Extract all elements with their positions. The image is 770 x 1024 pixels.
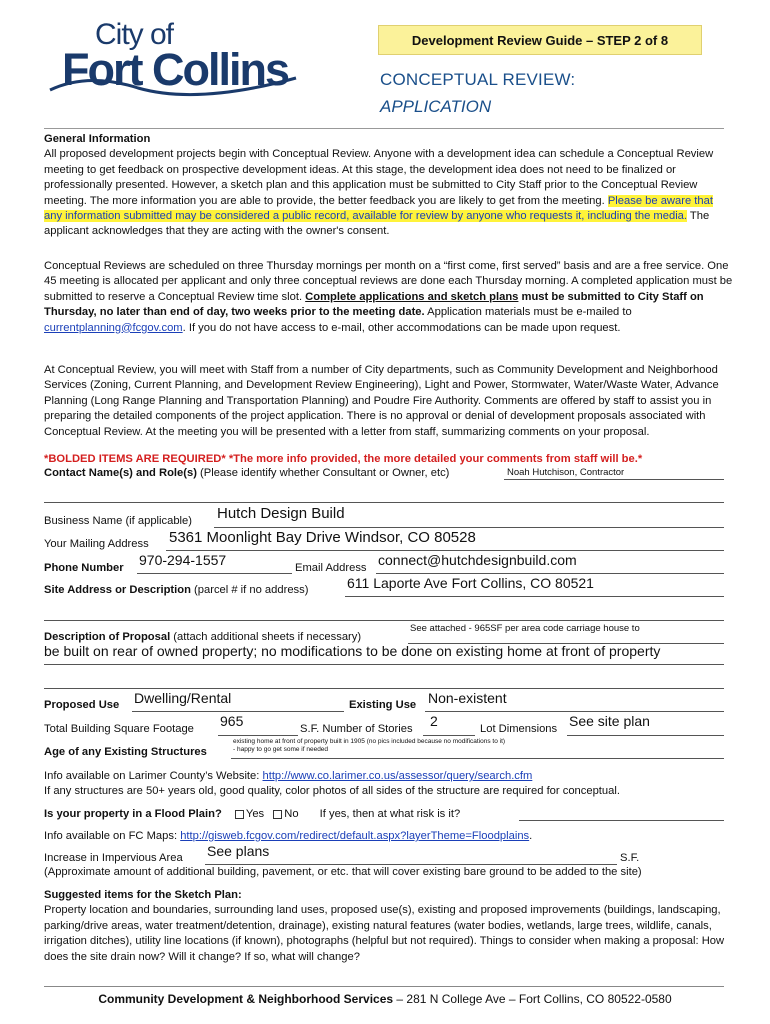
age-label: Age of any Existing Structures: [44, 746, 207, 758]
contact-line-2: [44, 502, 724, 503]
description-line-3: [44, 688, 724, 689]
site-line-2: [44, 620, 724, 621]
public-record-notice: Please be aware that any information submitted may be considered a public record, available for review by anyone who requests it, including the media.: [44, 194, 713, 223]
header-divider: [44, 128, 724, 129]
general-info-section: [44, 132, 734, 240]
proposed-use-field[interactable]: Dwelling/Rental: [134, 690, 232, 706]
sketch-heading: Suggested items for the Sketch Plan:: [44, 889, 242, 901]
age-field[interactable]: existing home at front of property built in 1905 (no pics included because no modifications to it): [233, 738, 506, 745]
contact-label-text: Contact Name(s) and Role(s): [44, 467, 197, 479]
sketch-text: Property location and boundaries, surrounding land uses, proposed use(s), existing and proposed improvements (buildings, landscaping, parking/drive areas, water treatment/detention, drainage), existing natural features (water bodies, wetlands, large trees, wildlife, canals, irrigation ditches), utility line locations (if known), photographs (helpful but not required). Things to consider when making a proposal: How does the site drain now? Will it change? If so, what will change?: [44, 904, 725, 963]
square-footage-label: Total Building Square Footage: [44, 723, 194, 735]
proposed-use-line: [132, 711, 344, 712]
footer: [0, 992, 770, 1006]
consent-text: The applicant acknowledges that they are acting with the owner's consent.: [44, 210, 710, 238]
site-field[interactable]: 611 Laporte Ave Fort Collins, CO 80521: [347, 575, 594, 591]
flood-plain-row: [44, 808, 460, 820]
business-field[interactable]: Hutch Design Build: [217, 505, 345, 522]
impervious-note: (Approximate amount of additional building, pavement, or etc. that will cover existing bare ground to be added to the site): [44, 866, 642, 878]
flood-yes-label: Yes: [245, 808, 265, 820]
email-instructions: Application materials must be e-mailed to: [424, 306, 632, 319]
description-label-text: Description of Proposal: [44, 631, 171, 643]
lot-dimensions-field[interactable]: See site plan: [569, 713, 650, 729]
existing-use-line: [425, 711, 724, 712]
general-info-paragraph: [44, 147, 734, 239]
mailing-label: Your Mailing Address: [44, 538, 149, 550]
intro-text: All proposed development projects begin with Conceptual Review. Anyone with a development idea can schedule a Conceptual Review meeting to get feedback on prospective development ideas. At this stage, the development idea does not need to be finalized or professionally presented. However, a sketch plan and this application must be submitted to City Staff prior to the Conceptual Review meeting. The more information you are able to provide, the better feedback you are likely to get from the meeting.: [44, 148, 714, 207]
deadline-text: must be submitted to City Staff on Thursday, no later than end of day, two weeks prior to the meeting date.: [44, 290, 704, 319]
step-banner: Development Review Guide – STEP 2 of 8: [378, 25, 702, 55]
description-field[interactable]: See attached - 965SF per area code carriage house to: [410, 623, 640, 634]
accommodations-text: . If you do not have access to e-mail, other accommodations can be made upon request.: [182, 321, 621, 334]
footer-address: – 281 N College Ave – Fort Collins, CO 80522-0580: [393, 992, 672, 1006]
stories-label: S.F. Number of Stories: [300, 723, 413, 735]
impervious-field[interactable]: See plans: [207, 843, 270, 859]
impervious-label: Increase in Impervious Area: [44, 852, 183, 864]
stories-line: [423, 735, 475, 736]
larimer-link[interactable]: http://www.co.larimer.co.us/assessor/query/search.cfm: [262, 770, 533, 782]
site-label-text: Site Address or Description: [44, 584, 191, 596]
existing-use-label: Existing Use: [349, 699, 417, 711]
description-line-2: [44, 664, 724, 665]
email-label: Email Address: [295, 562, 367, 574]
flood-risk-label: If yes, then at what risk is it?: [319, 808, 461, 820]
contact-field[interactable]: Noah Hutchison, Contractor: [507, 467, 625, 478]
general-info-heading: General Information: [44, 133, 151, 145]
stories-field[interactable]: 2: [430, 713, 438, 729]
flood-risk-line[interactable]: [519, 820, 724, 821]
flood-no-label: No: [284, 808, 299, 820]
proposed-use-label: Proposed Use: [44, 699, 120, 711]
business-label: Business Name (if applicable): [44, 515, 192, 527]
site-hint: (parcel # if no address): [190, 584, 309, 596]
age-line: [231, 758, 724, 759]
lot-dimensions-line: [567, 735, 724, 736]
contact-hint: (Please identify whether Consultant or Owner, etc): [196, 467, 450, 479]
phone-line: [137, 573, 292, 574]
required-notice: [44, 452, 734, 467]
footer-divider: [44, 986, 724, 987]
logo-fort-collins-text: Fort Collins: [62, 44, 288, 95]
flood-no-checkbox[interactable]: [273, 810, 282, 819]
contact-label: [44, 467, 449, 479]
photos-requirement: If any structures are 50+ years old, good quality, color photos of all sides of the structure are required for conceptual.: [44, 785, 620, 797]
mailing-line: [166, 550, 724, 551]
contact-line: [504, 479, 724, 480]
impervious-line: [205, 864, 617, 865]
fcmaps-link[interactable]: http://gisweb.fcgov.com/redirect/default.aspx?layerTheme=Floodplains: [180, 830, 530, 842]
business-line: [214, 527, 724, 528]
sketch-section: [44, 888, 734, 965]
fcmaps-info: [44, 830, 532, 842]
complete-applications-text: Complete applications and sketch plans: [305, 290, 519, 303]
lot-dimensions-label: Lot Dimensions: [480, 723, 558, 735]
required-notice-text: *BOLDED ITEMS ARE REQUIRED* *The more info provided, the more detailed your comments from staff will be.*: [44, 453, 643, 465]
schedule-paragraph: [44, 259, 734, 336]
square-footage-field[interactable]: 965: [220, 713, 244, 729]
logo-city-text: City of: [95, 18, 174, 51]
age-field-continued[interactable]: - happy to go get some if needed: [233, 746, 329, 753]
planning-email-link[interactable]: currentplanning@fcgov.com: [44, 321, 183, 334]
email-line: [376, 573, 724, 574]
email-field[interactable]: connect@hutchdesignbuild.com: [378, 552, 577, 568]
larimer-info: [44, 770, 532, 782]
description-label: [44, 631, 361, 643]
impervious-unit: S.F.: [620, 852, 640, 864]
footer-org: Community Development & Neighborhood Services: [98, 992, 394, 1006]
fcmaps-period: .: [529, 830, 533, 842]
schedule-text: Conceptual Reviews are scheduled on three Thursday mornings per month on a “first come, first served” basis and are a free service. One 45 meeting is allocated per applicant and only three conceptual reviews are done each Thursday morning. A completed application must be submitted to reserve a Conceptual Review time slot.: [44, 260, 733, 303]
meeting-paragraph: At Conceptual Review, you will meet with Staff from a number of City departments, such as Community Development and Neighborhood Services (Zoning, Current Planning, and Development Review Engineering), Light and Power, Stormwater, Water/Waste Water, Advance Planning (Long Range Planning and Transportation Planning) and Poudre Fire Authority. Comments are offered by staff to assist you in preparing the detailed components of the project application. There is no approval or denial of development proposals associated with Conceptual Review. At the meeting you will be presented with a letter from staff, summarizing comments on your proposal.: [44, 364, 719, 438]
description-field-continued[interactable]: be built on rear of owned property; no modifications to be done on existing home at front of property: [44, 643, 661, 659]
page-title: CONCEPTUAL REVIEW:: [380, 70, 576, 89]
phone-label: Phone Number: [44, 562, 124, 574]
square-footage-line: [218, 735, 298, 736]
flood-yes-checkbox[interactable]: [235, 810, 244, 819]
mailing-field[interactable]: 5361 Moonlight Bay Drive Windsor, CO 80528: [169, 529, 476, 546]
description-hint: (attach additional sheets if necessary): [170, 631, 362, 643]
page-subtitle: APPLICATION: [380, 97, 492, 116]
phone-field[interactable]: 970-294-1557: [139, 552, 227, 568]
flood-plain-label: Is your property in a Flood Plain?: [44, 808, 222, 820]
larimer-text: Info available on Larimer County’s Website:: [44, 770, 263, 782]
existing-use-field[interactable]: Non-existent: [428, 690, 507, 706]
site-line: [345, 596, 724, 597]
site-label: [44, 584, 308, 596]
fcmaps-text: Info available on FC Maps:: [44, 830, 181, 842]
